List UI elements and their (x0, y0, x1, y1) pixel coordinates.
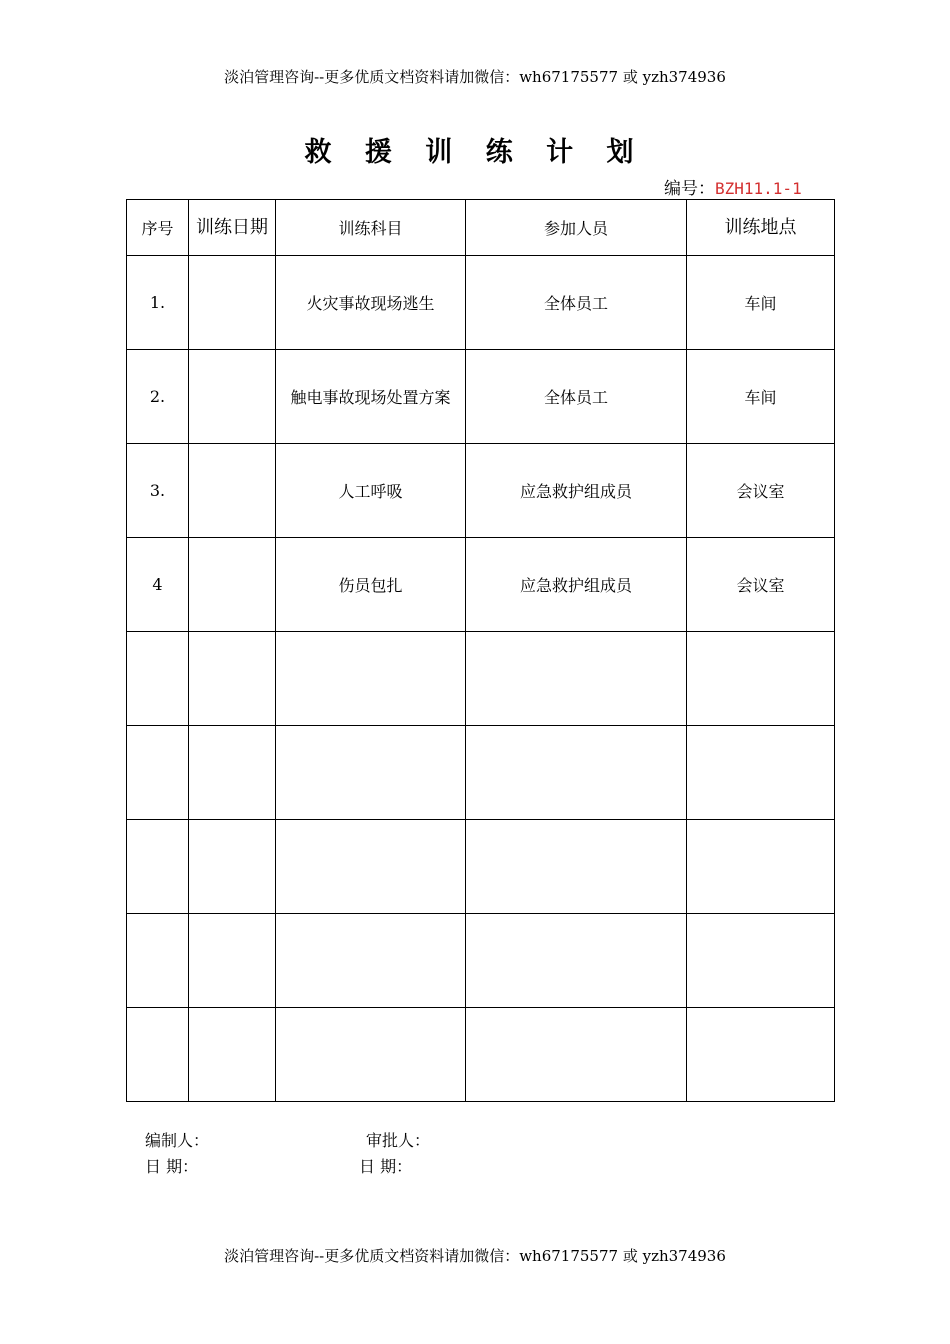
compiler-label: 编制人： (145, 1131, 210, 1150)
cell-date (189, 538, 276, 632)
table-row (127, 350, 835, 444)
cell-location (687, 632, 835, 726)
compile-date-label: 日 期： (145, 1157, 199, 1176)
header-location: 训练地点 (687, 200, 835, 256)
header-seq: 序号 (127, 200, 189, 256)
document-number-value: BZH11.1-1 (715, 179, 802, 198)
cell-seq (127, 914, 189, 1008)
cell-participants (466, 726, 687, 820)
footer-note: 淡泊管理咨询--更多优质文档资料请加微信：wh67175577 或 yzh374936 (224, 1247, 726, 1265)
cell-location (687, 820, 835, 914)
cell-subject: 触电事故现场处置方案 (276, 350, 466, 444)
approve-date-label: 日 期： (359, 1157, 413, 1176)
cell-participants: 应急救护组成员 (466, 444, 687, 538)
cell-subject: 人工呼吸 (276, 444, 466, 538)
cell-location (687, 914, 835, 1008)
cell-seq: 2. (127, 350, 189, 444)
document-number-label: 编号： (664, 179, 715, 199)
cell-date (189, 256, 276, 350)
header-subject: 训练科目 (276, 200, 466, 256)
cell-participants (466, 914, 687, 1008)
table-header-row (127, 200, 835, 256)
signature-row-dates (145, 1154, 412, 1177)
signature-row-names (145, 1128, 430, 1151)
cell-participants: 全体员工 (466, 350, 687, 444)
training-plan-table (126, 199, 835, 1102)
table-row (127, 820, 835, 914)
cell-seq: 1. (127, 256, 189, 350)
table-row (127, 914, 835, 1008)
cell-location: 会议室 (687, 444, 835, 538)
cell-date (189, 820, 276, 914)
header-note: 淡泊管理咨询--更多优质文档资料请加微信：wh67175577 或 yzh374936 (224, 68, 726, 86)
table-row (127, 444, 835, 538)
cell-seq (127, 726, 189, 820)
cell-participants: 全体员工 (466, 256, 687, 350)
cell-location: 车间 (687, 256, 835, 350)
table-row (127, 726, 835, 820)
cell-subject (276, 1008, 466, 1102)
table-row (127, 538, 835, 632)
cell-subject: 伤员包扎 (276, 538, 466, 632)
cell-date (189, 350, 276, 444)
approver-label: 审批人： (366, 1131, 431, 1150)
cell-seq (127, 632, 189, 726)
cell-date (189, 914, 276, 1008)
cell-participants (466, 820, 687, 914)
cell-subject (276, 914, 466, 1008)
document-number (664, 174, 802, 199)
cell-subject (276, 632, 466, 726)
cell-participants (466, 632, 687, 726)
cell-location (687, 726, 835, 820)
cell-subject (276, 726, 466, 820)
cell-seq: 3. (127, 444, 189, 538)
cell-subject (276, 820, 466, 914)
table-row (127, 256, 835, 350)
cell-participants (466, 1008, 687, 1102)
cell-participants: 应急救护组成员 (466, 538, 687, 632)
cell-seq: 4 (127, 538, 189, 632)
cell-date (189, 1008, 276, 1102)
table-row (127, 1008, 835, 1102)
cell-subject: 火灾事故现场逃生 (276, 256, 466, 350)
cell-location: 会议室 (687, 538, 835, 632)
cell-location: 车间 (687, 350, 835, 444)
header-date: 训练日期 (189, 200, 276, 256)
table-row (127, 632, 835, 726)
page-title: 救 援 训 练 计 划 (304, 137, 646, 168)
cell-date (189, 632, 276, 726)
cell-seq (127, 820, 189, 914)
cell-date (189, 726, 276, 820)
cell-location (687, 1008, 835, 1102)
cell-date (189, 444, 276, 538)
header-participants: 参加人员 (466, 200, 687, 256)
cell-seq (127, 1008, 189, 1102)
